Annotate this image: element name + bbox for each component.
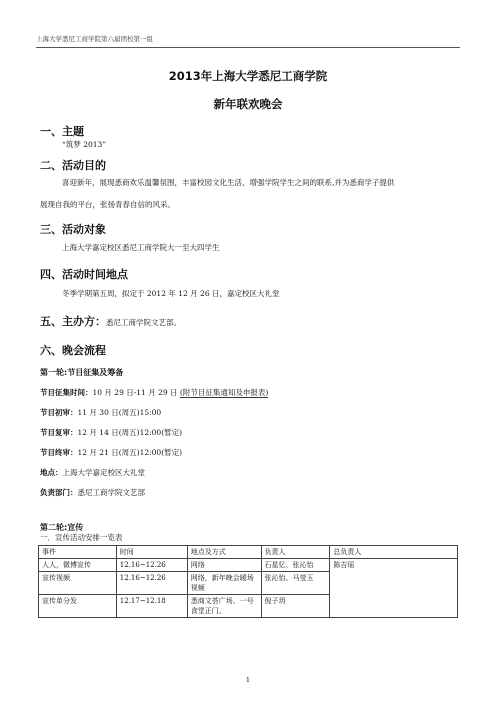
timeplace-body: 冬季学期第五周，拟定于 2012 年 12 月 26 日，嘉定校区大礼堂: [62, 289, 280, 298]
theme-body: “筑梦 2013”: [62, 140, 107, 149]
table-overall-cell: 陈吉瑶: [330, 559, 458, 618]
table-cell: 宣传视频: [39, 572, 117, 595]
table-header-cell: 事件: [39, 546, 117, 559]
doc-title-line2: 新年联欢晚会: [213, 97, 283, 111]
round1-item-value: 上海大学嘉定校区大礼堂: [62, 468, 145, 477]
round1-item-location: [40, 467, 145, 478]
table-header-cell: 总负责人: [330, 546, 458, 559]
theme-heading: 一、主题: [40, 125, 84, 138]
header-rule: [36, 47, 460, 48]
running-header: 上海大学悉尼工商学院第六届团校第一组: [36, 35, 153, 43]
table-cell: 网络: [187, 559, 261, 572]
round1-item-department: [40, 487, 145, 498]
round1-item-label: 地点：: [40, 468, 63, 477]
table-cell: 倪子玥: [261, 595, 330, 618]
round2-subheading: 一．宣传活动安排一览表: [40, 533, 123, 542]
round1-item-value: 悉尼工商学院文艺部: [77, 488, 145, 497]
table-cell: 张沁怡、马莹玉: [261, 572, 330, 595]
purpose-heading: 二、活动目的: [40, 159, 106, 172]
round1-item-label: 节目复审：: [40, 428, 78, 437]
round1-item-submission: [40, 387, 268, 398]
round1-item-note: (附节目征集通知及申报表): [179, 388, 269, 397]
round1-item-label: 节目征集时间：: [40, 388, 93, 397]
round1-item-label: 节目初审：: [40, 408, 78, 417]
round1-item-value: 10 月 29 日-11 月 29 日: [92, 388, 178, 397]
organizer-label: 五、主办方：: [40, 315, 106, 328]
purpose-body-line1: 喜迎新年，展现悉商欢乐温馨氛围，丰富校园文化生活，增强学院学生之间的联系,并为悉商学子提供: [62, 178, 395, 187]
table-cell: 12.17~12.18: [116, 595, 187, 618]
table-cell: 12.16~12.26: [116, 572, 187, 595]
round1-item-value: 12 月 21 日(周五)12:00(暂定): [77, 448, 183, 457]
table-header-cell: 时间: [116, 546, 187, 559]
table-cell: 网络，新年晚会暖场视频: [187, 572, 261, 595]
round1-item-label: 负责部门：: [40, 488, 78, 497]
round1-item-label: 节目终审：: [40, 448, 78, 457]
table-row: [39, 559, 458, 572]
audience-body: 上海大学嘉定校区悉尼工商学院大一至大四学生: [62, 243, 220, 252]
organizer-heading: [40, 313, 181, 329]
table-cell: 悉商文荟广场、一号食堂正门、: [187, 595, 261, 618]
flow-heading: 六、晚会流程: [40, 344, 106, 357]
round2-heading: 第二轮:宣传: [40, 523, 84, 532]
round1-item-value: 11 月 30 日(周五)15:00: [77, 408, 162, 417]
table-cell: 石星忆、张沁怡: [261, 559, 330, 572]
round1-item-value: 12 月 14 日(周五)12:00(暂定): [77, 428, 183, 437]
publicity-table: [38, 545, 458, 618]
round1-item-final-review: [40, 447, 182, 458]
purpose-body-line2: 展现自我的平台，张扬青春自信的风采。: [40, 200, 175, 209]
page-number: 1: [245, 676, 251, 684]
table-header-cell: 负责人: [261, 546, 330, 559]
audience-heading: 三、活动对象: [40, 223, 106, 236]
table-cell: 人人，微博宣传: [39, 559, 117, 572]
doc-title-line1: 2013年上海大学悉尼工商学院: [168, 69, 328, 83]
round1-item-second-review: [40, 427, 182, 438]
round1-item-first-review: [40, 407, 161, 418]
table-cell: 宣传单分发: [39, 595, 117, 618]
table-header-row: [39, 546, 458, 559]
round1-heading: 第一轮:节目征集及筹备: [40, 368, 124, 377]
table-header-cell: 地点及方式: [187, 546, 261, 559]
organizer-body: 悉尼工商学院文艺部。: [106, 318, 181, 327]
timeplace-heading: 四、活动时间地点: [40, 268, 128, 281]
table-cell: 12.16~12.26: [116, 559, 187, 572]
